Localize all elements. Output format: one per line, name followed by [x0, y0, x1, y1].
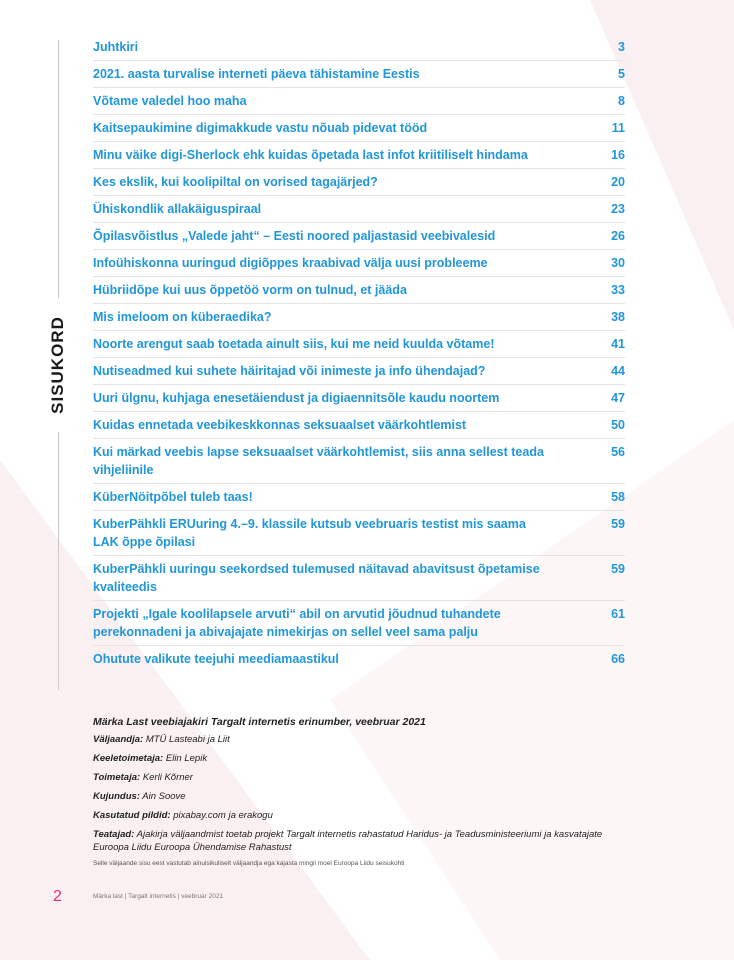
toc-entry[interactable] [93, 281, 625, 299]
toc-entry[interactable] [93, 65, 625, 83]
toc-separator [93, 249, 625, 250]
sidebar-divider-bottom [58, 432, 59, 690]
toc-entry-title: Infoühiskonna uuringud digiõppes kraabivad välja uusi probleeme [93, 256, 488, 270]
imprint-line-publisher: Väljaandja: MTÜ Lasteabi ja Liit [93, 734, 230, 745]
toc-entry-page: 26 [611, 229, 625, 243]
toc-separator [93, 438, 625, 439]
toc-entry[interactable] [93, 488, 625, 506]
toc-entry-title: Kuidas ennetada veebikeskkonnas seksuaalset väärkohtlemist [93, 418, 467, 432]
toc-entry-page: 58 [611, 490, 625, 504]
toc-entry-title: Noorte arengut saab toetada ainult siis, kui me neid kuulda võtame! [93, 337, 495, 351]
toc-entry-page: 47 [611, 391, 625, 405]
sidebar-title-text: SISUKORD [48, 316, 67, 414]
toc-entry-page: 33 [611, 283, 625, 297]
toc-entry-page: 44 [611, 364, 625, 378]
toc-entry[interactable] [93, 38, 625, 56]
toc-entry[interactable] [93, 515, 625, 551]
toc-entry-page: 3 [618, 40, 625, 54]
toc-entry-page: 59 [611, 517, 625, 531]
toc-separator [93, 60, 625, 61]
toc-separator [93, 168, 625, 169]
toc-entry-title: Ühiskondlik allakäiguspiraal [93, 202, 262, 216]
toc-separator [93, 222, 625, 223]
table-of-contents [93, 38, 625, 668]
toc-entry-title: Projekti „Igale koolilapsele arvuti“ abil on arvutid jõudnud tuhandete perekonnadeni ja abivajajate nimekirjas on sellel veel sama palju [93, 607, 501, 639]
toc-entry-page: 30 [611, 256, 625, 270]
toc-entry-page: 59 [611, 562, 625, 576]
toc-entry-title: 2021. aasta turvalise interneti päeva tähistamine Eestis [93, 67, 420, 81]
toc-separator [93, 276, 625, 277]
toc-entry-page: 20 [611, 175, 625, 189]
imprint-line-images: Kasutatud pildid: pixabay.com ja erakogu [93, 810, 273, 821]
toc-separator [93, 114, 625, 115]
toc-entry[interactable] [93, 362, 625, 380]
toc-separator [93, 303, 625, 304]
toc-entry[interactable] [93, 416, 625, 434]
toc-separator [93, 600, 625, 601]
toc-entry-page: 38 [611, 310, 625, 324]
toc-entry[interactable] [93, 335, 625, 353]
imprint-line-design: Kujundus: Ain Soove [93, 791, 186, 802]
toc-separator [93, 87, 625, 88]
toc-entry-page: 16 [611, 148, 625, 162]
toc-entry[interactable] [93, 200, 625, 218]
toc-separator [93, 195, 625, 196]
imprint-line-support: Teatajad: Ajakirja väljaandmist toetab projekt Targalt internetis rahastatud Haridus- ja Teadusministeeriumi ja kasvatajate Euroopa Liidu Euroopa Ühendamise Rahastust [93, 829, 603, 853]
imprint-heading: Märka Last veebiajakiri Targalt internetis erinumber, veebruar 2021 [93, 716, 426, 728]
toc-entry-page: 41 [611, 337, 625, 351]
imprint-line-language-editor: Keeletoimetaja: Elin Lepik [93, 753, 208, 764]
toc-separator [93, 330, 625, 331]
toc-entry[interactable] [93, 227, 625, 245]
toc-entry[interactable] [93, 92, 625, 110]
toc-entry-page: 56 [611, 445, 625, 459]
toc-separator [93, 141, 625, 142]
toc-separator [93, 645, 625, 646]
toc-entry[interactable] [93, 173, 625, 191]
toc-entry-page: 23 [611, 202, 625, 216]
sidebar-title [34, 310, 82, 420]
toc-entry[interactable] [93, 146, 625, 164]
toc-separator [93, 555, 625, 556]
toc-entry[interactable] [93, 605, 625, 641]
toc-entry-title: Uuri ülgnu, kuhjaga enesetäiendust ja digiaennitsõle kaudu noortem [93, 391, 500, 405]
toc-entry-title: Kaitsepaukimine digimakkude vastu nõuab pidevat tööd [93, 121, 428, 135]
footer-text: Märka last | Targalt internetis | veebruar 2021 [93, 893, 224, 900]
imprint-line-editor: Toimetaja: Kerli Kõrner [93, 772, 193, 783]
toc-entry-title: KuberPähkli ERUuring 4.–9. klassile kutsub veebruaris testist mis saama LAK õppe õpilasi [93, 517, 526, 549]
toc-entry[interactable] [93, 308, 625, 326]
toc-entry-title: Ohutute valikute teejuhi meediamaastikul [93, 652, 339, 666]
imprint [93, 716, 613, 867]
toc-entry[interactable] [93, 443, 625, 479]
imprint-disclaimer: Selle väljaande sisu eest vastutab ainuisikuliselt väljaandja ega kajasta mingil moel Euroopa Liidu seisukohti [93, 860, 405, 867]
toc-entry-page: 50 [611, 418, 625, 432]
page-number: 2 [53, 888, 62, 905]
toc-separator [93, 510, 625, 511]
toc-entry-title: Hübriidõpe kui uus õppetöö vorm on tulnud, et jääda [93, 283, 407, 297]
toc-separator [93, 411, 625, 412]
toc-entry-title: Kes ekslik, kui koolipiltal on vorised tagajärjed? [93, 175, 378, 189]
toc-entry[interactable] [93, 560, 625, 596]
toc-entry-page: 5 [618, 67, 625, 81]
sidebar-divider-top [58, 40, 59, 298]
toc-entry-title: Juhtkiri [93, 40, 139, 54]
toc-entry-title: Võtame valedel hoo maha [93, 94, 247, 108]
toc-entry-title: Õpilasvõistlus „Valede jaht“ – Eesti noored paljastasid veebivalesid [93, 229, 496, 243]
toc-separator [93, 357, 625, 358]
toc-entry[interactable] [93, 254, 625, 272]
toc-entry-title: KuberPähkli uuringu seekordsed tulemused näitavad abavitsust õpetamise kvaliteedis [93, 562, 540, 594]
toc-separator [93, 483, 625, 484]
toc-entry-page: 66 [611, 652, 625, 666]
toc-entry[interactable] [93, 119, 625, 137]
toc-entry-title: Kui märkad veebis lapse seksuaalset väärkohtlemist, siis anna sellest teada vihjeliinile [93, 445, 544, 477]
toc-separator [93, 384, 625, 385]
toc-entry-title: KüberNöitpõbel tuleb taas! [93, 490, 253, 504]
toc-entry-page: 8 [618, 94, 625, 108]
toc-entry[interactable] [93, 389, 625, 407]
toc-entry-page: 61 [611, 607, 625, 621]
toc-entry-page: 11 [611, 121, 625, 135]
toc-entry-title: Nutiseadmed kui suhete häiritajad või inimeste ja info ühendajad? [93, 364, 486, 378]
toc-entry-title: Mis imeloom on küberaedika? [93, 310, 272, 324]
toc-entry[interactable] [93, 650, 625, 668]
toc-entry-title: Minu väike digi-Sherlock ehk kuidas õpetada last infot kriitiliselt hindama [93, 148, 528, 162]
